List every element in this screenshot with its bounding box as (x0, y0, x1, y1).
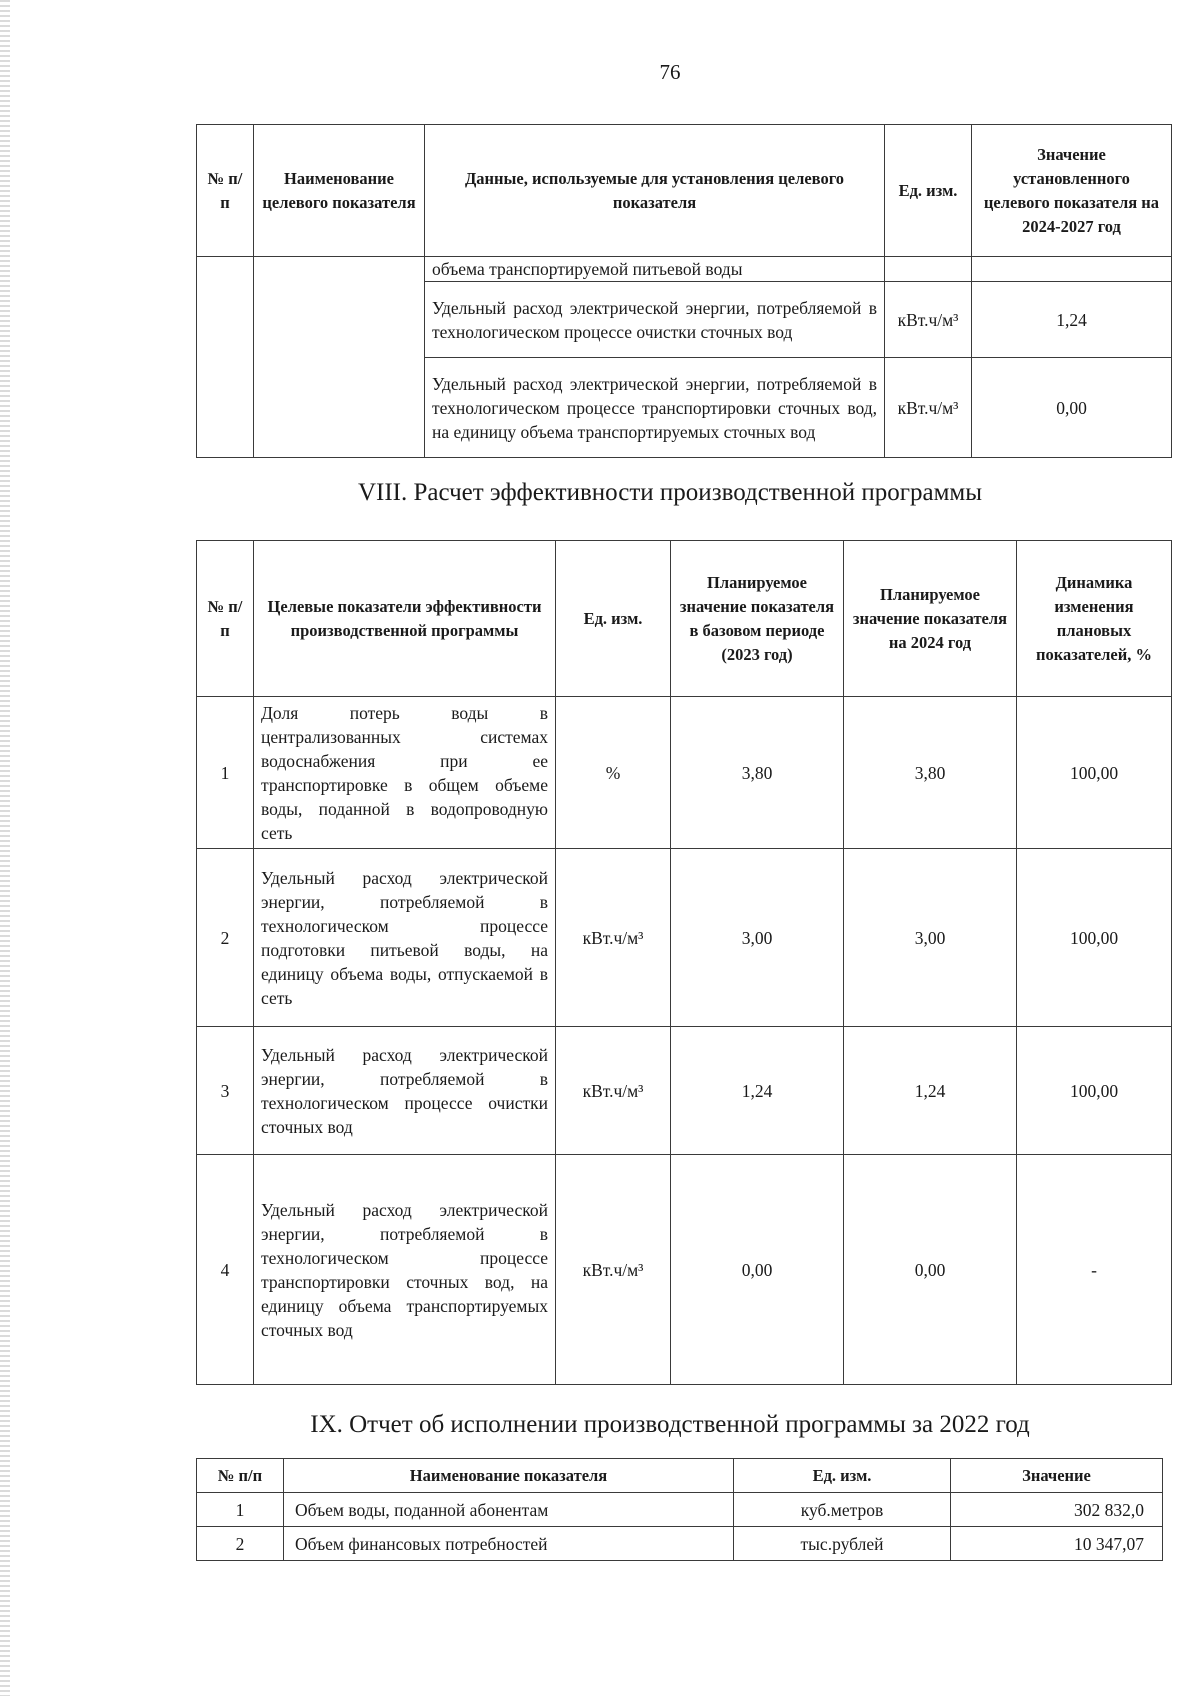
table-row (197, 1027, 1172, 1155)
cell-data: объема транспортируемой питьевой воды (425, 257, 885, 282)
target-indicators-table (196, 124, 1172, 458)
cell-unit: кВт.ч/м³ (885, 358, 972, 458)
cell-plan: 3,00 (844, 849, 1017, 1027)
cell-unit: тыс.рублей (734, 1527, 951, 1561)
col-header-plan: Планируемое значение показателя на 2024 год (844, 541, 1017, 697)
cell-base: 3,80 (671, 697, 844, 849)
table-row (197, 257, 1172, 282)
cell-num: 3 (197, 1027, 254, 1155)
table-row (197, 1527, 1163, 1561)
cell-name: Объем воды, поданной абонентам (284, 1493, 734, 1527)
cell-base: 3,00 (671, 849, 844, 1027)
cell-name: Объем финансовых потребностей (284, 1527, 734, 1561)
table-row (197, 1155, 1172, 1385)
cell-num: 1 (197, 1493, 284, 1527)
col-header-name: Наименование показателя (284, 1459, 734, 1493)
table-row (197, 849, 1172, 1027)
cell-indicator: Удельный расход электрической энергии, потребляемой в технологическом процессе очистки сточных вод (254, 1027, 556, 1155)
cell-indicator: Доля потерь воды в централизованных системах водоснабжения при ее транспортировке в общем объеме воды, поданной в водопроводную сеть (254, 697, 556, 849)
scan-edge-artifact (0, 0, 10, 1696)
cell-num: 4 (197, 1155, 254, 1385)
col-header-data: Данные, используемые для установления целевого показателя (425, 125, 885, 257)
cell-value: 302 832,0 (951, 1493, 1163, 1527)
cell-value (972, 257, 1172, 282)
cell-unit: кВт.ч/м³ (556, 1027, 671, 1155)
cell-num: 2 (197, 1527, 284, 1561)
cell-data: Удельный расход электрической энергии, потребляемой в технологическом процессе очистки сточных вод (425, 282, 885, 358)
col-header-unit: Ед. изм. (734, 1459, 951, 1493)
cell-base: 1,24 (671, 1027, 844, 1155)
cell-indicator: Удельный расход электрической энергии, потребляемой в технологическом процессе подготовки питьевой воды, на единицу объема воды, отпускаемой в сеть (254, 849, 556, 1027)
col-header-indicator: Целевые показатели эффективности производственной программы (254, 541, 556, 697)
cell-indicator: Удельный расход электрической энергии, потребляемой в технологическом процессе транспортировки сточных вод, на единицу объема транспортируемых сточных вод (254, 1155, 556, 1385)
cell-value: 1,24 (972, 282, 1172, 358)
cell-name (254, 257, 425, 458)
col-header-dynamics: Динамика изменения плановых показателей, % (1017, 541, 1172, 697)
cell-dynamics: - (1017, 1155, 1172, 1385)
section-8-title: VIII. Расчет эффективности производственной программы (357, 479, 983, 506)
section-9-title: IX. Отчет об исполнении производственной программы за 2022 год (310, 1411, 1030, 1438)
cell-base: 0,00 (671, 1155, 844, 1385)
col-header-num: № п/п (197, 125, 254, 257)
cell-unit (885, 257, 972, 282)
table-row (197, 697, 1172, 849)
cell-unit: кВт.ч/м³ (556, 849, 671, 1027)
cell-num: 1 (197, 697, 254, 849)
page-number: 76 (659, 60, 681, 84)
col-header-num: № п/п (197, 541, 254, 697)
cell-plan: 3,80 (844, 697, 1017, 849)
cell-unit: % (556, 697, 671, 849)
col-header-unit: Ед. изм. (885, 125, 972, 257)
col-header-value: Значение установленного целевого показателя на 2024-2027 год (972, 125, 1172, 257)
cell-data: Удельный расход электрической энергии, потребляемой в технологическом процессе транспортировки сточных вод, на единицу объема транспортируемых сточных вод (425, 358, 885, 458)
cell-unit: кВт.ч/м³ (556, 1155, 671, 1385)
cell-plan: 0,00 (844, 1155, 1017, 1385)
table-row (197, 1493, 1163, 1527)
col-header-base: Планируемое значение показателя в базовом периоде (2023 год) (671, 541, 844, 697)
table-header-row (197, 125, 1172, 257)
program-report-table (196, 1458, 1163, 1561)
cell-dynamics: 100,00 (1017, 1027, 1172, 1155)
cell-num (197, 257, 254, 458)
cell-plan: 1,24 (844, 1027, 1017, 1155)
col-header-num: № п/п (197, 1459, 284, 1493)
col-header-name: Наименование целевого показателя (254, 125, 425, 257)
cell-value: 0,00 (972, 358, 1172, 458)
cell-value: 10 347,07 (951, 1527, 1163, 1561)
table-header-row (197, 541, 1172, 697)
col-header-unit: Ед. изм. (556, 541, 671, 697)
cell-dynamics: 100,00 (1017, 697, 1172, 849)
cell-dynamics: 100,00 (1017, 849, 1172, 1027)
cell-unit: кВт.ч/м³ (885, 282, 972, 358)
col-header-value: Значение (951, 1459, 1163, 1493)
cell-unit: куб.метров (734, 1493, 951, 1527)
cell-num: 2 (197, 849, 254, 1027)
efficiency-table (196, 540, 1172, 1385)
table-header-row (197, 1459, 1163, 1493)
